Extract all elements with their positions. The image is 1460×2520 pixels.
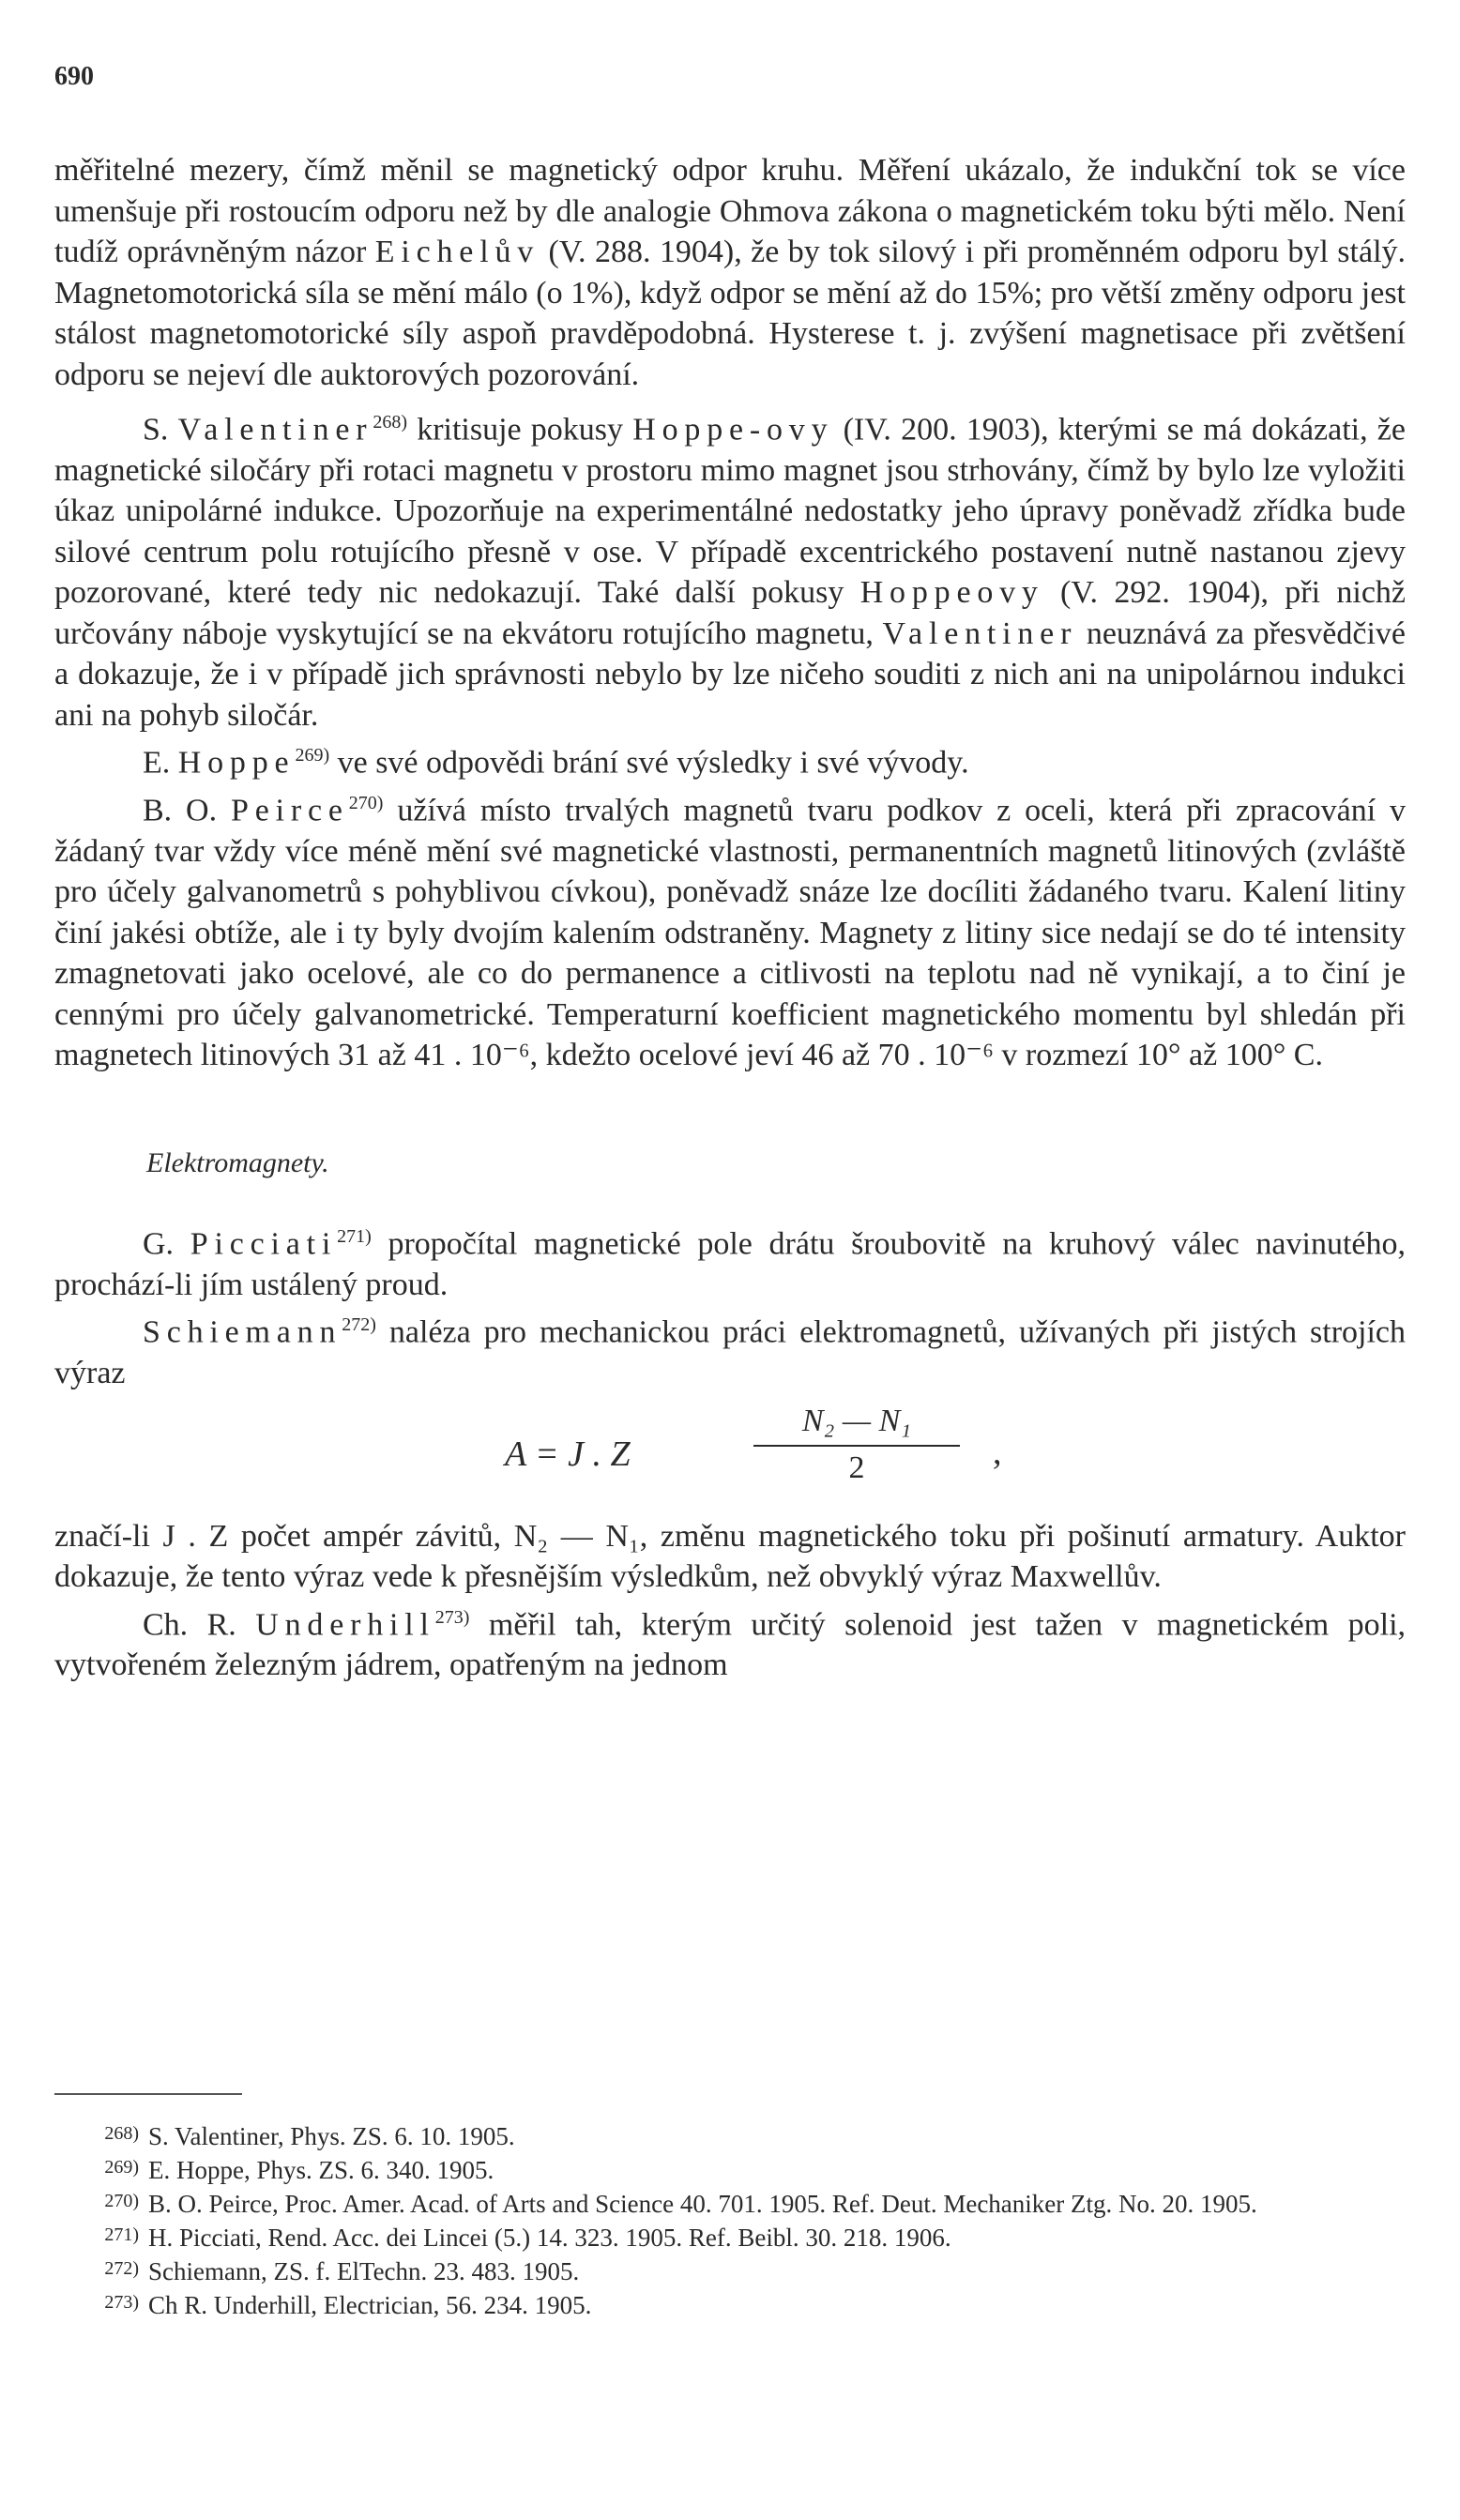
author-name: Schiemann [143,1314,342,1350]
paragraph-valentiner: S. Valentiner$^{268)}$ kritisuje pokusy Hoppe-ovy (IV. 200. 1903), kterými se má dokázati, že magnetické siločáry při rotaci magnetu v prostoru mimo magnet jsou strhovány, čímž by bylo lze vyložiti úkaz unipolárné indukce. Upozorňuje na experimentálné nedostatky jeho úpravy poněvadž zřídka bude silové centrum polu rotujícího přesně v ose. V případě excentrického postavení nutně nastanou zjevy pozorované, které tedy nic nedokazují. Také další pokusy Hoppeovy (V. 292. 1904), při nichž určovány náboje vyskytující se na ekvátoru rotujícího magnetu, Valentiner neuznává za přesvědčivé a dokazuje, že i v případě jich správnosti nebylo by lze ničeho souditi z nich ani na unipolárnou indukci ani na pohyb siločár. [54,412,1407,733]
formula-denominator: 2 [848,1450,865,1485]
paragraph-hysteresis: měřitelné mezery, čímž měnil se magnetický odpor kruhu. Měření ukázalo, že indukční tok se více umenšuje při rostoucím odporu než by dle analogie Ohmova zákona o magnetickém toku býti mělo. Není tudíž oprávněným názor Eichelův (V. 288. 1904), že by tok silový i při proměnném odporu byl stálý. Magnetomotorická síla se mění málo (o 1%), když odpor se mění až do 15%; pro větší změny odporu jest stálost magnetomotorické síly aspoň pravděpodobná. Hysterese t. j. zvýšení magnetisace při zvětšení odporu se nejeví dle auktorových pozorování. [54,153,1407,392]
formula-numerator: N₂ — N₁ [753,1404,960,1447]
author-name: Underhill [255,1606,435,1642]
author-name: Picciati [190,1226,338,1262]
footnote: 268) S. Valentiner, Phys. ZS. 6. 10. 1905. [104,2122,515,2150]
formula-lhs: A = J . Z [505,1434,631,1474]
paragraph-schiemann: Schiemann$^{272)}$ naléza pro mechanickou práci elektromagnetů, užívaných při jistých strojích výraz [54,1314,1407,1391]
footnote: 272) Schiemann, ZS. f. ElTechn. 23. 483. 1905. [104,2257,580,2285]
author-name: Peirce [231,793,349,828]
author-name: Hoppe [177,745,296,781]
footnote-ref: 268) [373,412,407,433]
footnote-ref: 271) [337,1225,372,1247]
page-number: 690 [54,62,94,91]
footnote: 273) Ch R. Underhill, Electrician, 56. 234. 1905. [104,2291,592,2319]
formula-fraction [753,1404,960,1486]
section-heading: Elektromagnety. [146,1146,329,1178]
paragraph-formula-explanation: značí-li J . Z počet ampér závitů, N₂ — N₁, změnu magnetického toku při pošinutí armatury. Auktor dokazuje, že tento výraz vede k přesnějším výsledkům, než obvyklý výraz Maxwellův. [54,1518,1406,1595]
footnote: 269) E. Hoppe, Phys. ZS. 6. 340. 1905. [104,2156,494,2184]
paragraph-peirce: B. O. Peirce$^{270)}$ užívá místo trvalých magnetů tvaru podkov z oceli, která při zpracování v žádaný tvar vždy více méně mění své magnetické vlastnosti, permanentních magnetů litinových (zvláště pro účely galvanometrů s pohyblivou cívkou), poněvadž snáze lze docíliti žádaného tvaru. Kalení litiny činí jakési obtíže, ale i ty byly dvojím kalením odstraněny. Magnety z litiny sice nedají se do té intensity zmagnetovati jako ocelové, ale co do permanence a citlivosti na teplotu nad ně vynikají, a to činí je cennými pro účely galvanometrické. Temperaturní koefficient magnetického momentu byl shledán při magnetech litinových 31 až 41 . 10⁻⁶, kdežto ocelové jeví 46 až 70 . 10⁻⁶ v rozmezí 10° až 100° C. [54,793,1407,1073]
footnote-ref: 272) [342,1314,376,1336]
main-text [54,150,1406,1686]
author-name: Valentiner [882,615,1078,651]
footnote-ref: 273) [434,1606,470,1628]
paragraph-picciati: G. Picciati$^{271)}$ propočítal magnetické pole drátu šroubovitě na kruhový válec navinutého, prochází-li jím ustálený proud. [54,1225,1407,1302]
author-name: Valentiner [177,412,373,448]
footnote: 271) H. Picciati, Rend. Acc. dei Lincei (5.) 14. 323. 1905. Ref. Beibl. 30. 218. 1906. [104,2224,951,2252]
footnotes [54,2118,1406,2321]
paragraph-underhill: Ch. R. Underhill$^{273)}$ měřil tah, kterým určitý solenoid jest tažen v magnetickém poli, vytvořeném železným jádrem, opatřeným na jednom [54,1606,1407,1683]
footnote-divider [54,2093,242,2095]
formula: A = J . Z $\frac{\text{N₂ — N₁}}{2}$ , [505,1403,1002,1485]
footnote-ref: 269) [295,745,330,767]
paragraph-hoppe: E. Hoppe$^{269)}$ ve své odpovědi brání své výsledky i své vývody. [143,745,969,781]
author-name: Eichelův [374,235,540,269]
footnote-ref: 270) [348,793,384,814]
author-name: Hoppe-ovy [632,412,834,448]
author-name: Hoppeovy [859,575,1044,611]
footnote: 270) B. O. Peirce, Proc. Amer. Acad. of Arts and Science 40. 701. 1905. Ref. Deut. Mechaniker Ztg. No. 20. 1905. [104,2190,1257,2218]
